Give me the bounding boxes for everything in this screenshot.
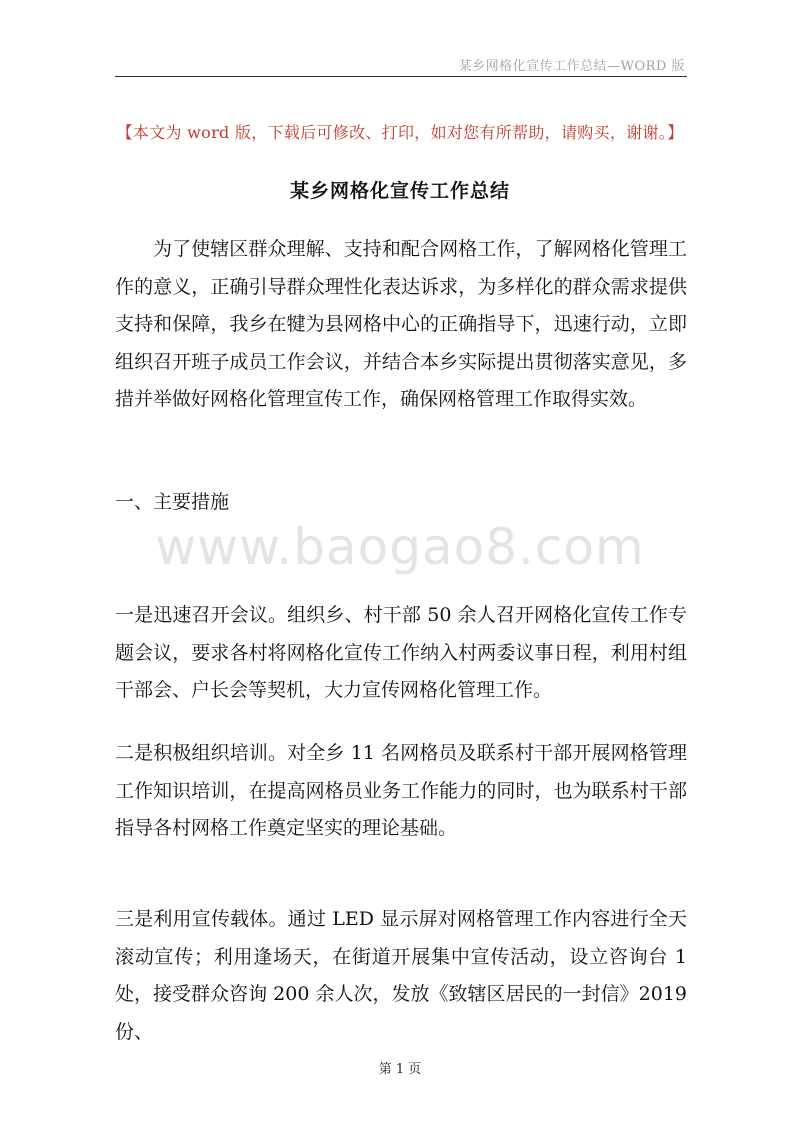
measure-paragraph-3: 三是利用宣传载体。通过 LED 显示屏对网格管理工作内容进行全天滚动宣传；利用逢场天，在街道开展集中宣传活动，设立咨询台 1 处，接受群众咨询 200 余人次，发放《致辖区居民的一封信》2019 份、 [115,908,687,1043]
word-version-notice: 【本文为 word 版，下载后可修改、打印，如对您有所帮助，请购买，谢谢。】 [116,123,684,142]
page-number: 第 1 页 [378,1062,422,1077]
running-header: 某乡网格化宣传工作总结—WORD 版 [458,59,685,74]
watermark: www.baogao8.com [155,518,645,576]
document-title: 某乡网格化宣传工作总结 [289,180,510,202]
header-divider [115,76,687,77]
measure-paragraph-2: 二是积极组织培训。对全乡 11 名网格员及联系村干部开展网格管理工作知识培训，在提高网格员业务工作能力的同时，也为联系村干部指导各村网格工作奠定坚实的理论基础。 [115,742,687,839]
section-heading: 一、主要措施 [115,491,230,513]
intro-paragraph: 为了使辖区群众理解、支持和配合网格工作，了解网格化管理工作的意义，正确引导群众理性化表达诉求，为多样化的群众需求提供支持和保障，我乡在犍为县网格中心的正确指导下，迅速行动，立即组织召开班子成员工作会议，并结合本乡实际提出贯彻落实意见，多措并举做好网格化管理宣传工作，确保网格管理工作取得实效。 [115,238,687,410]
measure-paragraph-1: 一是迅速召开会议。组织乡、村干部 50 余人召开网格化宣传工作专题会议，要求各村将网格化宣传工作纳入村两委议事日程，利用村组干部会、户长会等契机，大力宣传网格化管理工作。 [115,604,687,701]
